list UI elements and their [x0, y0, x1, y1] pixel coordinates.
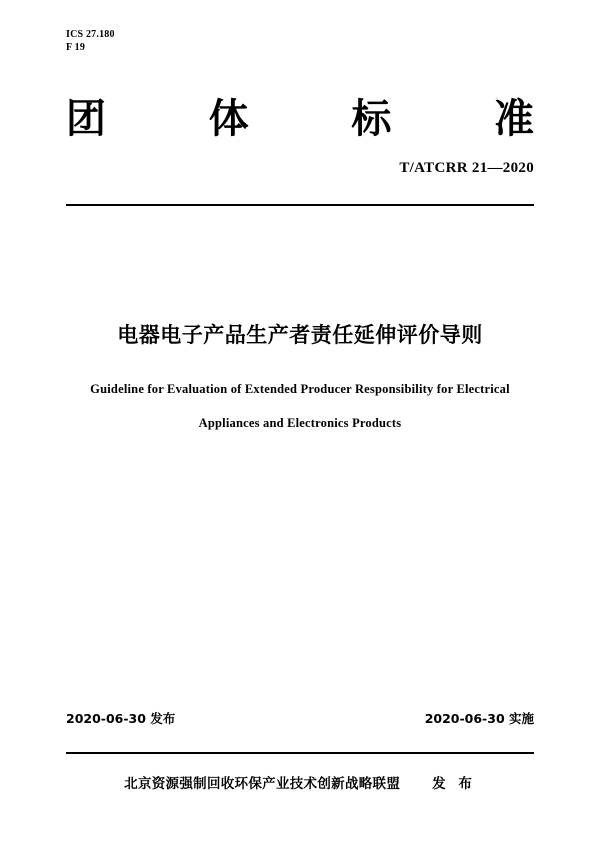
- heading-char-1: 团: [66, 96, 106, 142]
- document-title-english: [50, 372, 550, 440]
- document-title-english-line1: Guideline for Evaluation of Extended Producer Responsibility for Electrical: [90, 382, 510, 396]
- standard-type-heading: [66, 95, 534, 143]
- heading-char-3: 标: [351, 96, 392, 142]
- ics-code: ICS 27.180: [66, 29, 115, 40]
- issue-date: 2020-06-30 发布: [66, 711, 176, 726]
- dates-row: [66, 710, 534, 728]
- footer-divider: [66, 752, 534, 754]
- document-title-english-line2: Appliances and Electronics Products: [198, 416, 402, 430]
- publisher-name: 北京资源强制回收环保产业技术创新战略联盟: [124, 776, 401, 792]
- title-block: [50, 320, 550, 440]
- publisher-line: [50, 772, 550, 792]
- ics-classification-block: [66, 28, 115, 54]
- standard-number: T/ATCRR 21—2020: [399, 160, 534, 176]
- document-title-chinese: 电器电子产品生产者责任延伸评价导则: [117, 323, 483, 347]
- ccs-code: F 19: [66, 42, 86, 53]
- publisher-issue-label: 发 布: [432, 776, 476, 792]
- implementation-date: 2020-06-30 实施: [424, 711, 534, 726]
- heading-char-4: 准: [493, 96, 534, 142]
- heading-char-2: 体: [208, 96, 249, 142]
- header-divider: [66, 204, 534, 206]
